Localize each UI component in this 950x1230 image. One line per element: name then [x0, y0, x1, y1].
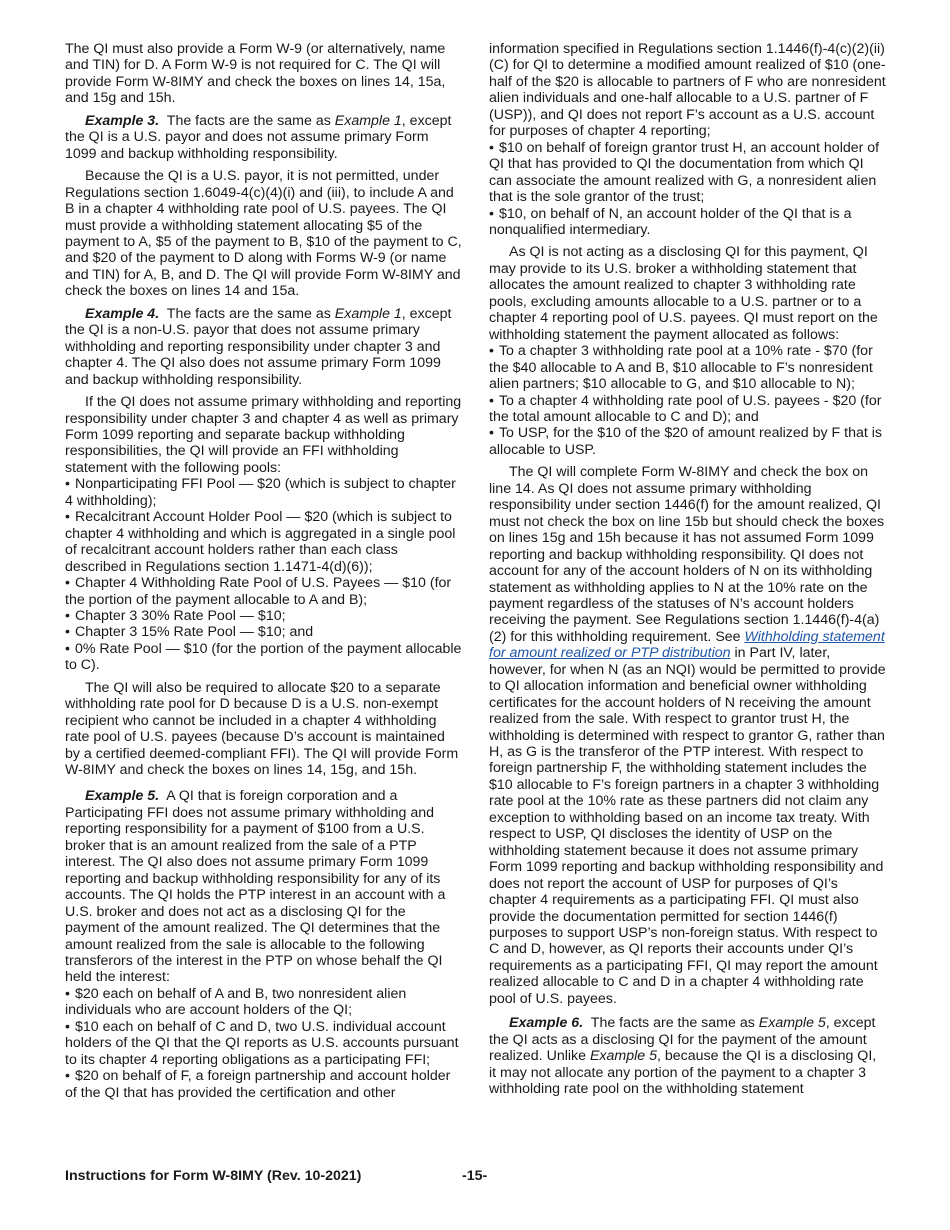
example-4-paragraph	[65, 306, 463, 388]
paragraph: As QI is not acting as a disclosing QI for this payment, QI may provide to its U.S. broker a withholding statement that allocates the amount realized to chapter 3 withholding rate pools, excluding amounts allocable to a U.S. partner or to a chapter 4 reporting pool of U.S. payees. QI must report on the withholding statement the payment allocated as follows:	[489, 244, 878, 343]
withholding-statement-link[interactable]: Withholding statement for amount realized or PTP distribution	[489, 628, 885, 662]
text-run: The QI will complete Form W-8IMY and check the box on line 14. As QI does not assume primary withholding responsibility under section 1446(f) for the amount realized, QI must not check the box on line 15b but should check the boxes on lines 15g and 15h because it has not assumed Form 1099 reporting and backup withholding responsibility. QI does not account for any of the account holders of N on its withholding statement as withholding applies to N at the 10% rate on the payment regardless of the statuses of N’s account holders receiving the payment. See Regulations section 1.1446(f)-4(a)(2) for this withholding requirement. See	[489, 464, 885, 645]
list-item: • $10 on behalf of foreign grantor trust H, an account holder of QI that has provided to QI the documentation from which QI can associate the amount realized with G, a nonresident alien that is the sole grantor of the trust;	[489, 140, 887, 206]
example-6-paragraph	[489, 1015, 887, 1097]
example-label: Example 6.	[509, 1015, 584, 1032]
example-reference: Example 5	[589, 1048, 657, 1065]
example-3-paragraph	[65, 113, 463, 162]
list-item: • Chapter 4 Withholding Rate Pool of U.S. Payees — $10 (for the portion of the payment allocable to A and B);	[65, 575, 463, 608]
example-reference: Example 1	[334, 305, 402, 322]
example-reference: Example 5	[758, 1015, 826, 1032]
list-item: • Chapter 3 30% Rate Pool — $10;	[65, 608, 463, 624]
list-item: • Recalcitrant Account Holder Pool — $20 (which is subject to chapter 4 withholding and which is aggregated in a single pool of recalcitrant account holders rather than each class described in Regulations section 1.1471-4(d)(6));	[65, 509, 463, 575]
list-item: • To USP, for the $10 of the $20 of amount realized by F that is allocable to USP.	[489, 425, 887, 458]
text-run: The facts are the same as	[590, 1015, 755, 1032]
text-run: The facts are the same as	[166, 305, 331, 322]
list-item: • $10, on behalf of N, an account holder of the QI that is a nonqualified intermediary.	[489, 206, 887, 239]
text-run: , except the QI is a U.S. payor and does not assume primary Form 1099 and backup withholding responsibility.	[65, 112, 452, 162]
example-reference: Example 1	[334, 112, 402, 129]
paragraph: Because the QI is a U.S. payor, it is not permitted, under Regulations section 1.6049-4(c)(4)(i) and (iii), to include A and B in a chapter 4 withholding rate pool of U.S. payees. The QI must provide a withholding statement allocating $5 of the payment to A, $5 of the payment to B, $10 of the payment to C, and $20 of the payment to D along with Forms W-9 (or name and TIN) for A, B, and D. The QI will provide Form W-8IMY and check the boxes on lines 14 and 15a.	[65, 168, 462, 300]
page-number: -15-	[462, 1168, 488, 1184]
list-item: • Nonparticipating FFI Pool — $20 (which is subject to chapter 4 withholding);	[65, 476, 463, 509]
paragraph: The QI must also provide a Form W-9 (or alternatively, name and TIN) for D. A Form W-9 is not required for C. The QI will provide Form W-8IMY and check the boxes on lines 14, 15a, and 15g and 15h.	[65, 41, 446, 107]
list-item: • To a chapter 4 withholding rate pool of U.S. payees - $20 (for the total amount allocable to C and D); and	[489, 393, 887, 426]
text-run: A QI that is foreign corporation and a Participating FFI does not assume primary withholding and reporting responsibility for a payment of $100 from a U.S. broker that is an amount realized from the sale of a PTP interest. The QI also does not assume primary Form 1099 reporting and backup withholding responsibility for any of its accounts. The QI holds the PTP interest in an account with a U.S. broker and does not act as a disclosing QI for the payment of the amount realized. The QI determines that the amount realized from the sale is allocable to the following transferors of the interest in the PTP on whose behalf the QI held the interest:	[65, 788, 446, 986]
footer-title: Instructions for Form W-8IMY (Rev. 10-2021)	[65, 1168, 362, 1184]
text-run: , because the QI is a disclosing QI, it may not allocate any portion of the payment to a chapter 3 withholding rate pool on the withholding statement	[489, 1048, 877, 1098]
paragraph: If the QI does not assume primary withholding and reporting responsibility under chapter 3 and chapter 4 as well as primary Form 1099 reporting and separate backup withholding responsibilities, the QI will provide an FFI withholding statement with the following pools:	[65, 394, 462, 476]
left-column	[65, 41, 463, 1101]
text-run: , except the QI acts as a disclosing QI for the payment of the amount realized. Unlike	[489, 1015, 876, 1065]
list-item: • $20 each on behalf of A and B, two nonresident alien individuals who are account holders of the QI;	[65, 986, 463, 1019]
list-item: • $20 on behalf of F, a foreign partnership and account holder of the QI that has provided the certification and other	[65, 1068, 463, 1101]
right-column	[489, 41, 887, 1104]
text-run: The facts are the same as	[166, 112, 331, 129]
example-label: Example 3.	[85, 112, 160, 129]
list-item: • 0% Rate Pool — $10 (for the portion of the payment allocable to C).	[65, 641, 463, 674]
example-label: Example 4.	[85, 305, 160, 322]
text-run: , except the QI is a non-U.S. payor that does not assume primary withholding and reporting responsibility under chapter 3 and chapter 4. The QI also does not assume primary Form 1099 and backup withholding responsibility.	[65, 305, 452, 388]
paragraph: The QI will also be required to allocate $20 to a separate withholding rate pool for D because D is a U.S. non-exempt recipient who cannot be included in a chapter 4 withholding rate pool of U.S. payees (because D’s account is maintained by a certified deemed-compliant FFI). The QI will provide Form W-8IMY and check the boxes on lines 14, 15g, and 15h.	[65, 679, 459, 779]
list-item: • $10 each on behalf of C and D, two U.S. individual account holders of the QI that the QI reports as U.S. accounts pursuant to its chapter 4 reporting obligations as a participating FFI;	[65, 1019, 463, 1068]
list-item: • To a chapter 3 withholding rate pool at a 10% rate - $70 (for the $40 allocable to A and B, $10 allocable to F’s nonresident alien partners; $10 allocable to G, and $10 allocable to N);	[489, 343, 887, 392]
example-5-paragraph	[65, 788, 463, 985]
list-item: • Chapter 3 15% Rate Pool — $10; and	[65, 624, 463, 640]
example-label: Example 5.	[85, 788, 160, 805]
continued-list-item: information specified in Regulations section 1.1446(f)-4(c)(2)(ii)(C) for QI to determine a modified amount realized of $10 (one-half of the $20 is allocable to partners of F who are nonresident alien individuals and one-half allocable to a U.S. partner of F (USP)), and QI does not report F’s account as a U.S. account for purposes of chapter 4 reporting;	[489, 41, 886, 140]
text-run: in Part IV, later, however, for when N (as an NQI) would be permitted to provide to QI allocation information and beneficial owner withholding certificates for the account holders of N receiving the amount realized from the sale. With respect to grantor trust H, the withholding is determined with respect to grantor G, rather than H, as G is the transferor of the PTP interest. With respect to foreign partnership F, the withholding statement includes the $10 allocable to F’s foreign partners in a chapter 3 withholding rate pool at the 10% rate as these partners did not claim any exception to withholding based on an income tax treaty. With respect to USP, QI discloses the identity of USP on the withholding statement because it does not assume primary Form 1099 reporting and backup withholding responsibility and does not report the account of USP for purposes of QI’s chapter 4 requirements as a participating FFI. QI must also provide the documentation permitted for section 1446(f) purposes to support USP’s non-foreign status. With respect to C and D, however, as QI reports their accounts under QI’s requirements as a participating FFI, QI may report the amount realized allocable to C and D in a chapter 4 withholding rate pool of U.S. payees.	[489, 645, 886, 1007]
paragraph	[489, 464, 887, 1007]
